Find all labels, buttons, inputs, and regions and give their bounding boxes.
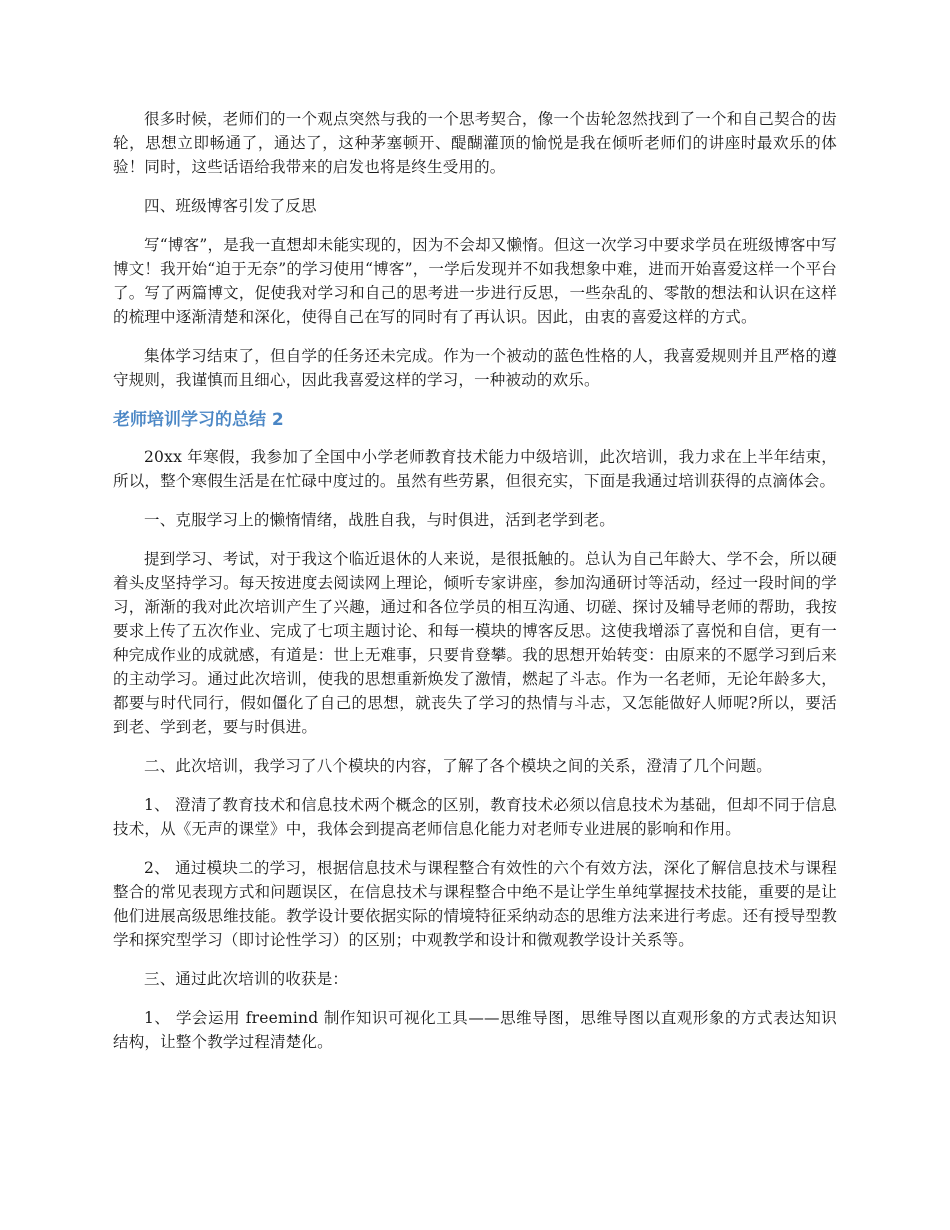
paragraph: 提到学习、考试，对于我这个临近退休的人来说，是很抵触的。总认为自己年龄大、学不会，所以硬着头皮坚持学习。每天按进度去阅读网上理论，倾听专家讲座，参加沟通研讨等活动，经过一段时间的学习，渐渐的我对此次培训产生了兴趣，通过和各位学员的相互沟通、切磋、探讨及辅导老师的帮助，我按要求上传了五次作业、完成了七项主题讨论、和每一模块的博客反思。这使我增添了喜悦和自信，更有一种完成作业的成就感，有道是：世上无难事，只要肯登攀。我的思想开始转变：由原来的不愿学习到后来的主动学习。通过此次培训，使我的思想重新焕发了激情，燃起了斗志。作为一名老师，无论年龄多大，都要与时代同行，假如僵化了自己的思想，就丧失了学习的热情与斗志，又怎能做好人师呢?所以，要活到老、学到老，要与时俱进。 (113, 550, 837, 736)
paragraph: 集体学习结束了，但自学的任务还未完成。作为一个被动的蓝色性格的人，我喜爱规则并且严格的遵守规则，我谨慎而且细心，因此我喜爱这样的学习，一种被动的欢乐。 (113, 347, 837, 389)
section-subheading: 一、克服学习上的懒惰情绪，战胜自我，与时俱进，活到老学到老。 (144, 511, 616, 529)
paragraph: 很多时候，老师们的一个观点突然与我的一个思考契合，像一个齿轮忽然找到了一个和自己契合的齿轮，思想立即畅通了，通达了，这种茅塞顿开、醍醐灌顶的愉悦是我在倾听老师们的讲座时最欢乐的体验！同时，这些话语给我带来的启发也将是终生受用的。 (113, 110, 837, 176)
paragraph: 20xx 年寒假，我参加了全国中小学老师教育技术能力中级培训，此次培训，我力求在上半年结束，所以，整个寒假生活是在忙碌中度过的。虽然有些劳累，但很充实，下面是我通过培训获得的点滴体会。 (113, 448, 837, 490)
section-subheading: 四、班级博客引发了反思 (144, 197, 317, 215)
list-item: 1、 澄清了教育技术和信息技术两个概念的区别，教育技术必须以信息技术为基础，但却不同于信息技术，从《无声的课堂》中，我体会到提高老师信息化能力对老师专业进展的影响和作用。 (113, 796, 837, 838)
document-page (113, 107, 837, 1069)
section-subheading: 三、通过此次培训的收获是： (144, 970, 349, 988)
section-title: 老师培训学习的总结 2 (113, 410, 284, 430)
section-subheading: 二、此次培训，我学习了八个模块的内容，了解了各个模块之间的关系，澄清了几个问题。 (144, 757, 773, 775)
list-item: 2、 通过模块二的学习，根据信息技术与课程整合有效性的六个有效方法，深化了解信息技术与课程整合的常见表现方式和问题误区，在信息技术与课程整合中绝不是让学生单纯掌握技术技能，重要的是让他们进展高级思维技能。教学设计要依据实际的情境特征采纳动态的思维方法来进行考虑。还有授导型教学和探究型学习（即讨论性学习）的区别；中观教学和设计和微观教学设计关系等。 (113, 859, 837, 949)
paragraph: 写“博客”，是我一直想却未能实现的，因为不会却又懒惰。但这一次学习中要求学员在班级博客中写博文！我开始“迫于无奈”的学习使用“博客”，一学后发现并不如我想象中难，进而开始喜爱这样一个平台了。写了两篇博文，促使我对学习和自己的思考进一步进行反思，一些杂乱的、零散的想法和认识在这样的梳理中逐渐清楚和深化，使得自己在写的同时有了再认识。因此，由衷的喜爱这样的方式。 (113, 236, 837, 326)
list-item: 1、 学会运用 freemind 制作知识可视化工具——思维导图，思维导图以直观形象的方式表达知识结构，让整个教学过程清楚化。 (113, 1009, 837, 1051)
